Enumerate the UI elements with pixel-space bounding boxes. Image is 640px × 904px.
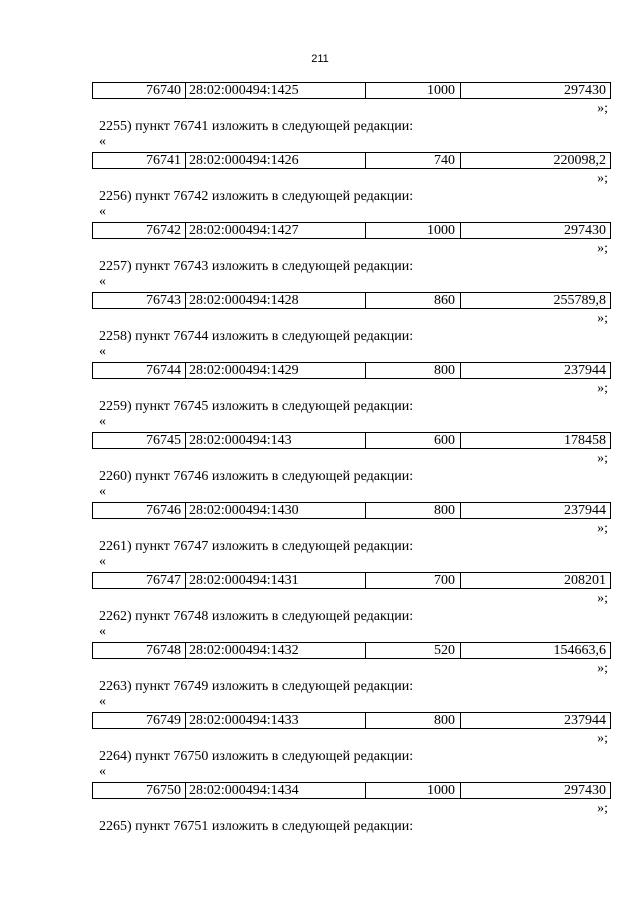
value-cell: 208201 xyxy=(564,573,606,588)
closing-quote: »; xyxy=(597,521,608,536)
value-cell: 237944 xyxy=(564,503,606,518)
cadastral-number-cell: 28:02:000494:1432 xyxy=(186,643,366,658)
item-number-cell: 76740 xyxy=(93,83,186,98)
value-cell: 154663,6 xyxy=(553,643,606,658)
closing-quote: »; xyxy=(597,311,608,326)
closing-quote: »; xyxy=(597,731,608,746)
area-cell: 800 xyxy=(366,503,461,518)
opening-quote: « xyxy=(99,694,106,709)
table-row xyxy=(92,432,611,449)
opening-quote: « xyxy=(99,554,106,569)
value-cell: 297430 xyxy=(564,223,606,238)
cadastral-number-cell: 28:02:000494:1427 xyxy=(186,223,366,238)
closing-quote: »; xyxy=(597,381,608,396)
value-cell: 237944 xyxy=(564,363,606,378)
cadastral-number-cell: 28:02:000494:1430 xyxy=(186,503,366,518)
amendment-paragraph: 2265) пункт 76751 изложить в следующей редакции: xyxy=(99,819,414,834)
cadastral-number-cell: 28:02:000494:1433 xyxy=(186,713,366,728)
item-number-cell: 76741 xyxy=(93,153,186,168)
closing-quote: »; xyxy=(597,661,608,676)
page-number: 211 xyxy=(311,53,329,65)
item-number-cell: 76743 xyxy=(93,293,186,308)
table-row xyxy=(92,502,611,519)
value-cell: 255789,8 xyxy=(553,293,606,308)
table-row xyxy=(92,642,611,659)
table-row xyxy=(92,222,611,239)
item-number-cell: 76747 xyxy=(93,573,186,588)
opening-quote: « xyxy=(99,414,106,429)
area-cell: 1000 xyxy=(366,223,461,238)
closing-quote: »; xyxy=(597,101,608,116)
table-row xyxy=(92,82,611,99)
cadastral-number-cell: 28:02:000494:1431 xyxy=(186,573,366,588)
closing-quote: »; xyxy=(597,801,608,816)
area-cell: 600 xyxy=(366,433,461,448)
amendment-paragraph: 2257) пункт 76743 изложить в следующей редакции: xyxy=(99,259,414,274)
item-number-cell: 76744 xyxy=(93,363,186,378)
closing-quote: »; xyxy=(597,241,608,256)
value-cell: 178458 xyxy=(564,433,606,448)
amendment-paragraph: 2264) пункт 76750 изложить в следующей редакции: xyxy=(99,749,414,764)
amendment-paragraph: 2258) пункт 76744 изложить в следующей редакции: xyxy=(99,329,414,344)
amendment-paragraph: 2259) пункт 76745 изложить в следующей редакции: xyxy=(99,399,414,414)
area-cell: 860 xyxy=(366,293,461,308)
area-cell: 700 xyxy=(366,573,461,588)
item-number-cell: 76750 xyxy=(93,783,186,798)
opening-quote: « xyxy=(99,204,106,219)
cadastral-number-cell: 28:02:000494:1426 xyxy=(186,153,366,168)
closing-quote: »; xyxy=(597,171,608,186)
item-number-cell: 76742 xyxy=(93,223,186,238)
item-number-cell: 76749 xyxy=(93,713,186,728)
table-row xyxy=(92,152,611,169)
area-cell: 740 xyxy=(366,153,461,168)
amendment-paragraph: 2262) пункт 76748 изложить в следующей редакции: xyxy=(99,609,414,624)
cadastral-number-cell: 28:02:000494:1425 xyxy=(186,83,366,98)
opening-quote: « xyxy=(99,484,106,499)
table-row xyxy=(92,572,611,589)
value-cell: 220098,2 xyxy=(553,153,606,168)
cadastral-number-cell: 28:02:000494:1428 xyxy=(186,293,366,308)
cadastral-number-cell: 28:02:000494:143 xyxy=(186,433,366,448)
cadastral-number-cell: 28:02:000494:1434 xyxy=(186,783,366,798)
opening-quote: « xyxy=(99,134,106,149)
table-row xyxy=(92,292,611,309)
amendment-paragraph: 2256) пункт 76742 изложить в следующей редакции: xyxy=(99,189,414,204)
value-cell: 237944 xyxy=(564,713,606,728)
area-cell: 800 xyxy=(366,363,461,378)
value-cell: 297430 xyxy=(564,783,606,798)
value-cell: 297430 xyxy=(564,83,606,98)
opening-quote: « xyxy=(99,344,106,359)
item-number-cell: 76746 xyxy=(93,503,186,518)
cadastral-number-cell: 28:02:000494:1429 xyxy=(186,363,366,378)
amendment-paragraph: 2260) пункт 76746 изложить в следующей редакции: xyxy=(99,469,414,484)
area-cell: 520 xyxy=(366,643,461,658)
closing-quote: »; xyxy=(597,451,608,466)
area-cell: 1000 xyxy=(366,83,461,98)
item-number-cell: 76748 xyxy=(93,643,186,658)
area-cell: 1000 xyxy=(366,783,461,798)
amendment-paragraph: 2261) пункт 76747 изложить в следующей редакции: xyxy=(99,539,414,554)
table-row xyxy=(92,362,611,379)
closing-quote: »; xyxy=(597,591,608,606)
opening-quote: « xyxy=(99,624,106,639)
table-row xyxy=(92,782,611,799)
amendment-paragraph: 2255) пункт 76741 изложить в следующей редакции: xyxy=(99,119,414,134)
amendment-paragraph: 2263) пункт 76749 изложить в следующей редакции: xyxy=(99,679,414,694)
area-cell: 800 xyxy=(366,713,461,728)
item-number-cell: 76745 xyxy=(93,433,186,448)
table-row xyxy=(92,712,611,729)
opening-quote: « xyxy=(99,764,106,779)
opening-quote: « xyxy=(99,274,106,289)
